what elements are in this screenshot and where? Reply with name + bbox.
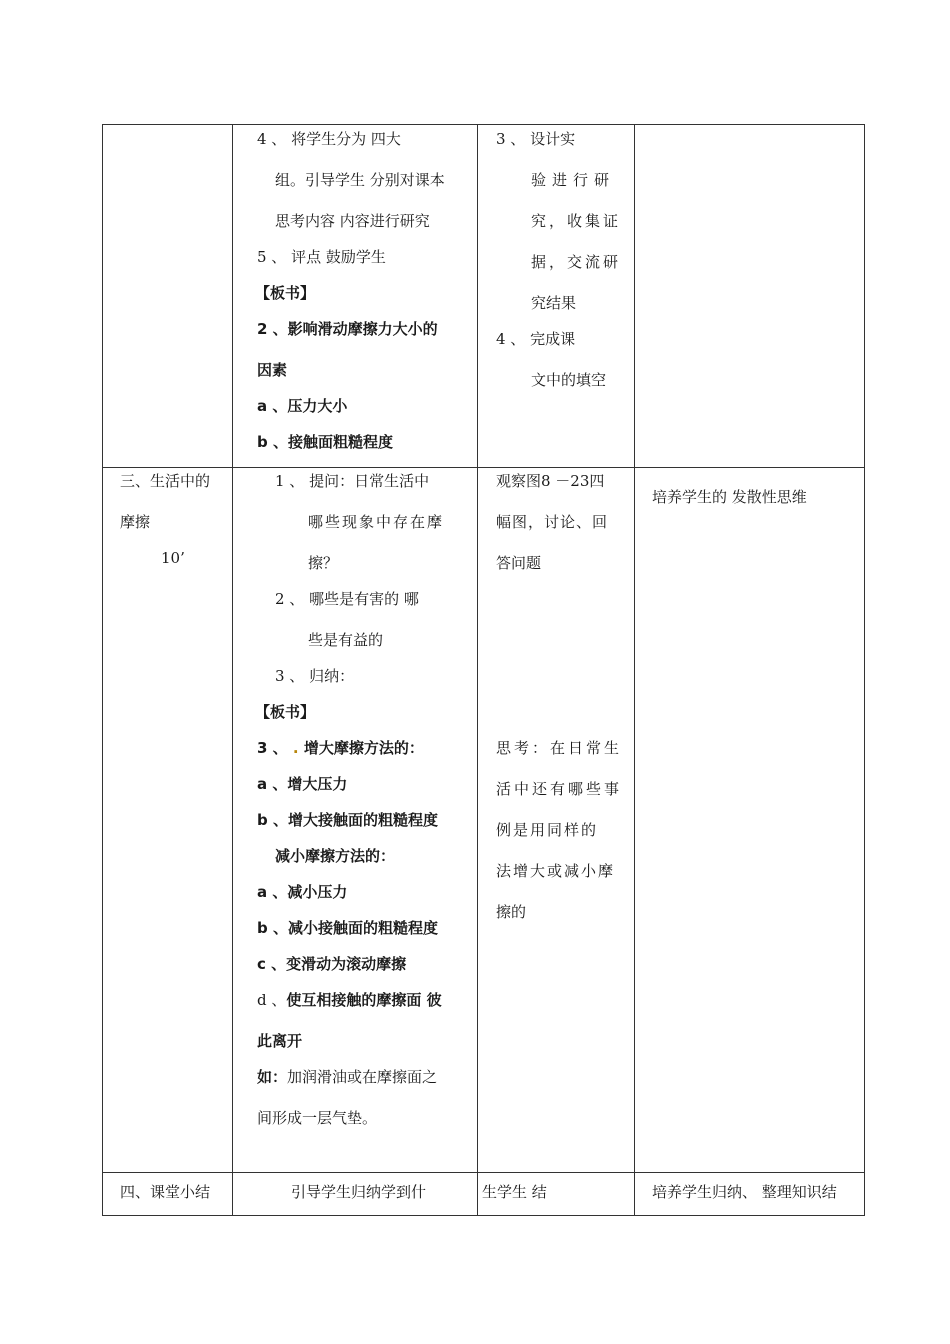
- text-line: [257, 1068, 437, 1086]
- row2-teacher-activity: [233, 468, 477, 1172]
- list-marker: d 、: [257, 991, 287, 1009]
- row3-section-title: [103, 1173, 232, 1217]
- text-line: 法增大或减小摩: [496, 862, 616, 880]
- text-line: 减小摩擦方法的：: [275, 847, 396, 865]
- text-line: 培养学生的 发散性思维: [652, 488, 807, 506]
- text-line: 些是有益的: [308, 631, 384, 649]
- text-line: 间形成一层气垫。: [257, 1109, 378, 1127]
- text-line: 擦？: [308, 554, 339, 572]
- text-line: a 、减小压力: [257, 883, 348, 901]
- text-line: [257, 991, 442, 1009]
- board-label: 【板书】: [255, 703, 316, 721]
- row3-teacher-activity: [233, 1173, 477, 1217]
- text-line: 4 、 将学生分为 四大: [257, 130, 401, 148]
- text-line: 此离开: [257, 1032, 303, 1050]
- row3-student-activity: [478, 1173, 634, 1217]
- text-line: 3 、 设计实: [496, 130, 576, 148]
- text-line: [257, 739, 424, 757]
- list-marker: 3 、: [257, 739, 288, 757]
- section-name: 摩擦: [120, 513, 151, 531]
- list-dot: .: [292, 739, 299, 757]
- lesson-plan-table: [102, 124, 865, 1216]
- row2-purpose: [635, 468, 866, 1172]
- text-line: 2 、影响滑动摩擦力大小的: [257, 320, 438, 338]
- text-line: 哪些现象中存在摩: [308, 513, 445, 531]
- board-label: 【板书】: [255, 284, 316, 302]
- text-line: 究，收集证: [531, 212, 622, 230]
- text-line: 幅图，讨论、回: [496, 513, 609, 531]
- text-line: 4 、 完成课: [496, 330, 576, 348]
- row1-teacher-activity: [233, 125, 477, 467]
- text-line: b 、接触面粗糙程度: [257, 433, 393, 451]
- text-line: b 、增大接触面的粗糙程度: [257, 811, 438, 829]
- example-label: 如：: [257, 1068, 288, 1086]
- text-line: 因素: [257, 361, 288, 379]
- text-line: b 、减小接触面的粗糙程度: [257, 919, 438, 937]
- row2-student-activity: [478, 468, 634, 1172]
- row3-purpose: [635, 1173, 866, 1217]
- text-line: 究结果: [531, 294, 577, 312]
- duration: 10’: [161, 549, 185, 567]
- text-line: 例是用同样的: [496, 821, 599, 839]
- heading-text: 增大摩擦方法的：: [303, 739, 424, 757]
- text-line: 生学生 结: [482, 1183, 547, 1201]
- section-name: 三、生活中的: [120, 472, 211, 490]
- row2-section-title: [103, 468, 232, 1172]
- row1-student-activity: [478, 125, 634, 467]
- text-line: a 、增大压力: [257, 775, 348, 793]
- text-line: a 、压力大小: [257, 397, 348, 415]
- text-line: 答问题: [496, 554, 542, 572]
- text-line: 2 、 哪些是有害的 哪: [275, 590, 419, 608]
- text-line: 据，交流研: [531, 253, 622, 271]
- section-name: 四、课堂小结: [120, 1183, 211, 1201]
- text-line: 引导学生归纳学到什: [291, 1183, 427, 1201]
- text-line: 擦的: [496, 903, 527, 921]
- text-line: 活中还有哪些事: [496, 780, 623, 798]
- text-line: 验进行研: [531, 171, 616, 189]
- text-line: 5 、 评点 鼓励学生: [257, 248, 386, 266]
- text-line: 思考：在日常生: [496, 739, 623, 757]
- text-line: 组。引导学生 分别对课本: [275, 171, 445, 189]
- text-line: 观察图8 －23四: [496, 472, 605, 490]
- text-line: 3 、 归纳：: [275, 667, 355, 685]
- text-line: 培养学生归纳、 整理知识结: [652, 1183, 837, 1201]
- list-text: 使互相接触的摩擦面 彼: [286, 991, 442, 1009]
- text-line: c 、变滑动为滚动摩擦: [257, 955, 407, 973]
- text-line: 思考内容 内容进行研究: [275, 212, 430, 230]
- text-line: 1 、 提问：日常生活中: [275, 472, 430, 490]
- text-line: 文中的填空: [531, 371, 607, 389]
- example-text: 加润滑油或在摩擦面之: [287, 1068, 438, 1086]
